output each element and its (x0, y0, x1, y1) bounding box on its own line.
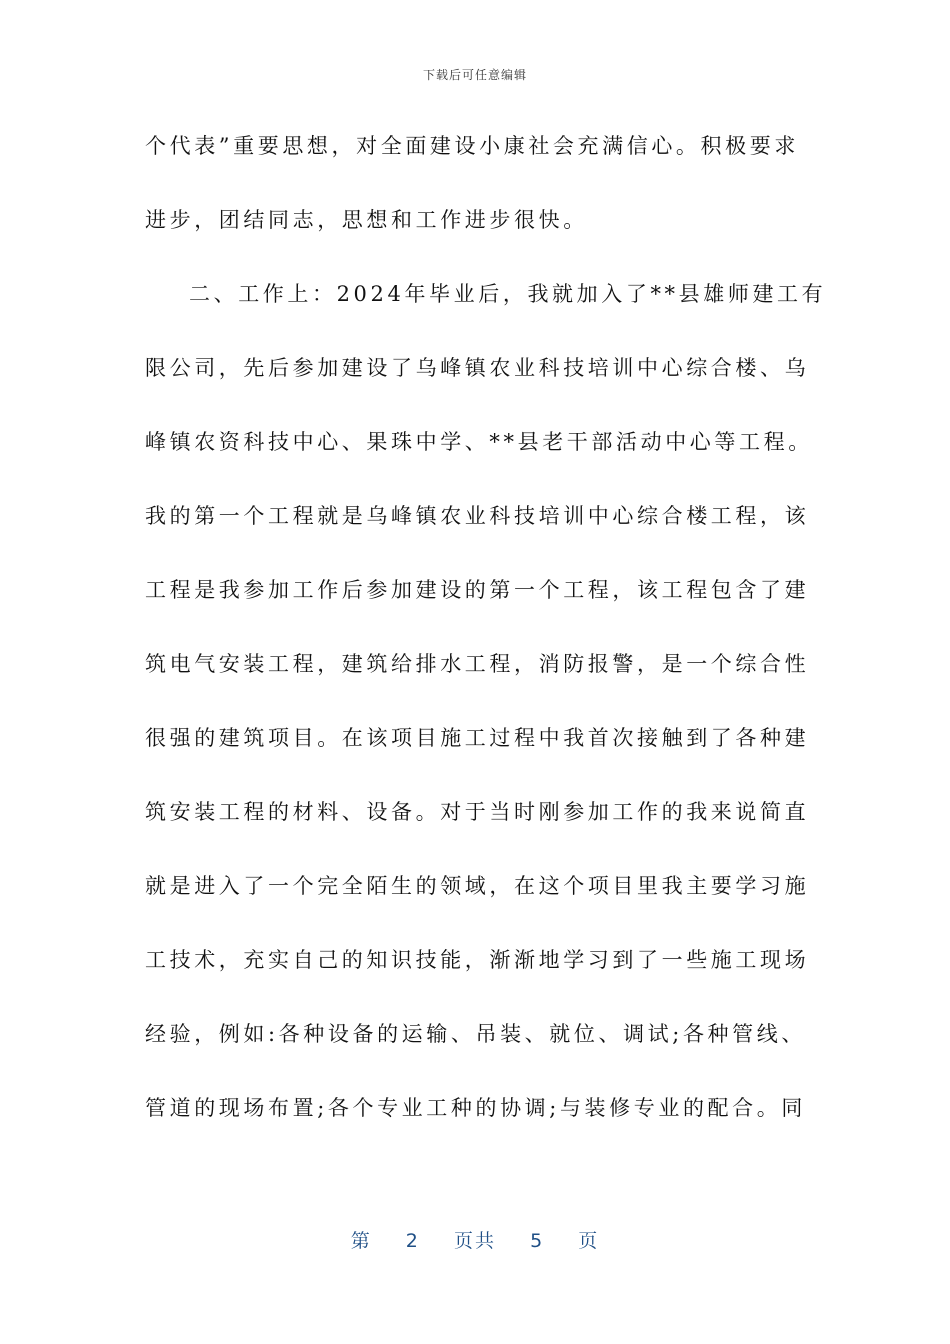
text-line-12: 工技术，充实自己的知识技能，渐渐地学习到了一些施工现场 (145, 948, 810, 972)
page-footer-suffix: 页 (578, 1230, 600, 1252)
page-header-note: 下载后可任意编辑 (422, 68, 527, 82)
text-line-1: 个代表”重要思想，对全面建设小康社会充满信心。积极要求 (145, 134, 799, 158)
text-line-5: 峰镇农资科技中心、果珠中学、**县老干部活动中心等工程。 (145, 430, 813, 454)
text-line-4: 限公司，先后参加建设了乌峰镇农业科技培训中心综合楼、乌 (145, 356, 810, 380)
text-line-6: 我的第一个工程就是乌峰镇农业科技培训中心综合楼工程，该 (145, 504, 810, 528)
page-footer-prefix: 第 (350, 1230, 372, 1252)
text-line-3: 二、工作上：2024年毕业后，我就加入了**县雄师建工有 (189, 282, 827, 306)
text-line-7: 工程是我参加工作后参加建设的第一个工程，该工程包含了建 (145, 578, 810, 602)
text-line-14: 管道的现场布置;各个专业工种的协调;与装修专业的配合。同 (145, 1096, 806, 1120)
page-footer (0, 1226, 950, 1253)
text-line-9: 很强的建筑项目。在该项目施工过程中我首次接触到了各种建 (145, 726, 810, 750)
text-line-2: 进步，团结同志，思想和工作进步很快。 (145, 208, 588, 232)
page-footer-total: 5 (530, 1230, 545, 1252)
document-body (145, 120, 827, 1156)
text-line-11: 就是进入了一个完全陌生的领域，在这个项目里我主要学习施 (145, 874, 810, 898)
text-line-13: 经验，例如:各种设备的运输、吊装、就位、调试;各种管线、 (145, 1022, 806, 1046)
page-footer-number: 2 (405, 1230, 420, 1252)
text-line-10: 筑安装工程的材料、设备。对于当时刚参加工作的我来说简直 (145, 800, 810, 824)
text-line-8: 筑电气安装工程，建筑给排水工程，消防报警，是一个综合性 (145, 652, 810, 676)
page-footer-middle: 页共 (453, 1230, 496, 1252)
